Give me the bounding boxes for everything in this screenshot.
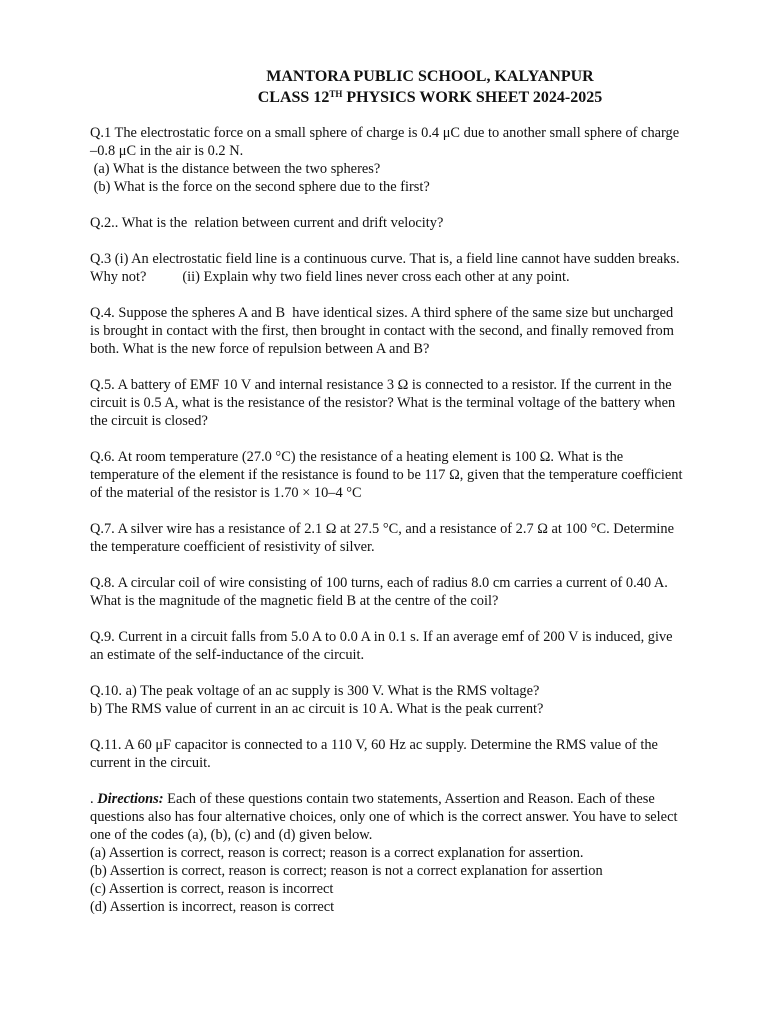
question-2 [90, 214, 720, 232]
directions-line: one of the codes (a), (b), (c) and (d) given below. [90, 827, 373, 843]
option-d: (d) Assertion is incorrect, reason is correct [90, 899, 335, 915]
option-b: (b) Assertion is correct, reason is correct; reason is not a correct explanation for assertion [90, 863, 603, 879]
directions-text: Each of these questions contain two statements, Assertion and Reason. Each of these [163, 791, 655, 807]
question-line: (b) What is the force on the second sphere due to the first? [90, 179, 430, 195]
directions-label: Directions: [97, 791, 164, 807]
title-suffix: PHYSICS WORK SHEET 2024-2025 [342, 89, 603, 106]
school-name: MANTORA PUBLIC SCHOOL, KALYANPUR [266, 68, 594, 85]
question-1 [90, 124, 720, 196]
question-line: –0.8 μC in the air is 0.2 N. [90, 143, 244, 159]
question-line: (a) What is the distance between the two spheres? [90, 161, 381, 177]
class-prefix: CLASS 12 [257, 89, 330, 106]
question-3-part-ii: (ii) Explain why two field lines never cross each other at any point. [182, 269, 570, 285]
question-9 [90, 628, 720, 664]
question-line: the temperature coefficient of resistivity of silver. [90, 539, 375, 555]
question-5 [90, 376, 720, 430]
directions-prefix: . [90, 791, 98, 807]
question-10 [90, 682, 720, 718]
question-line: Q.5. A battery of EMF 10 V and internal resistance 3 Ω is connected to a resistor. If the current in the [90, 377, 672, 393]
question-line: Q.4. Suppose the spheres A and B have identical sizes. A third sphere of the same size but uncharged [90, 305, 674, 321]
question-line: Q.2.. What is the relation between current and drift velocity? [90, 215, 444, 231]
question-line: Q.9. Current in a circuit falls from 5.0 A to 0.0 A in 0.1 s. If an average emf of 200 V is induced, give [90, 629, 673, 645]
question-line: of the material of the resistor is 1.70 × 10–4 °C [90, 485, 362, 501]
question-line: current in the circuit. [90, 755, 211, 771]
question-line: Q.1 The electrostatic force on a small sphere of charge is 0.4 μC due to another small sphere of charge [90, 125, 680, 141]
question-11 [90, 736, 720, 772]
question-7 [90, 520, 720, 556]
question-3-part-i-end: Why not? [90, 269, 147, 285]
question-line: temperature of the element if the resistance is found to be 117 Ω, given that the temperature coefficient [90, 467, 683, 483]
worksheet-body [90, 124, 720, 916]
question-line: Q.11. A 60 μF capacitor is connected to a 110 V, 60 Hz ac supply. Determine the RMS value of the [90, 737, 658, 753]
assertion-reason-directions [90, 790, 720, 916]
question-line: Q.6. At room temperature (27.0 °C) the resistance of a heating element is 100 Ω. What is the [90, 449, 624, 465]
question-line: Q.8. A circular coil of wire consisting of 100 turns, each of radius 8.0 cm carries a current of 0.40 A. [90, 575, 668, 591]
question-line: Q.3 (i) An electrostatic field line is a continuous curve. That is, a field line cannot have sudden breaks. [90, 251, 680, 267]
question-line: What is the magnitude of the magnetic field B at the centre of the coil? [90, 593, 499, 609]
question-6 [90, 448, 720, 502]
option-a: (a) Assertion is correct, reason is correct; reason is a correct explanation for assertion. [90, 845, 584, 861]
question-line [90, 268, 720, 286]
question-4 [90, 304, 720, 358]
class-superscript: TH [329, 89, 343, 99]
question-line: is brought in contact with the first, then brought in contact with the second, and finally removed from [90, 323, 674, 339]
worksheet-title [90, 87, 768, 109]
question-line: Q.10. a) The peak voltage of an ac supply is 300 V. What is the RMS voltage? [90, 683, 540, 699]
question-line: circuit is 0.5 A, what is the resistance of the resistor? What is the terminal voltage of the battery when [90, 395, 676, 411]
directions-line [90, 790, 720, 808]
question-8 [90, 574, 720, 610]
option-c: (c) Assertion is correct, reason is incorrect [90, 881, 334, 897]
directions-line: questions also has four alternative choices, only one of which is the correct answer. You have to select [90, 809, 678, 825]
question-line: Q.7. A silver wire has a resistance of 2.1 Ω at 27.5 °C, and a resistance of 2.7 Ω at 100 °C. Determine [90, 521, 674, 537]
question-line: b) The RMS value of current in an ac circuit is 10 A. What is the peak current? [90, 701, 544, 717]
question-line: the circuit is closed? [90, 413, 208, 429]
question-line: both. What is the new force of repulsion between A and B? [90, 341, 430, 357]
question-3 [90, 250, 720, 286]
question-line: an estimate of the self-inductance of the circuit. [90, 647, 365, 663]
